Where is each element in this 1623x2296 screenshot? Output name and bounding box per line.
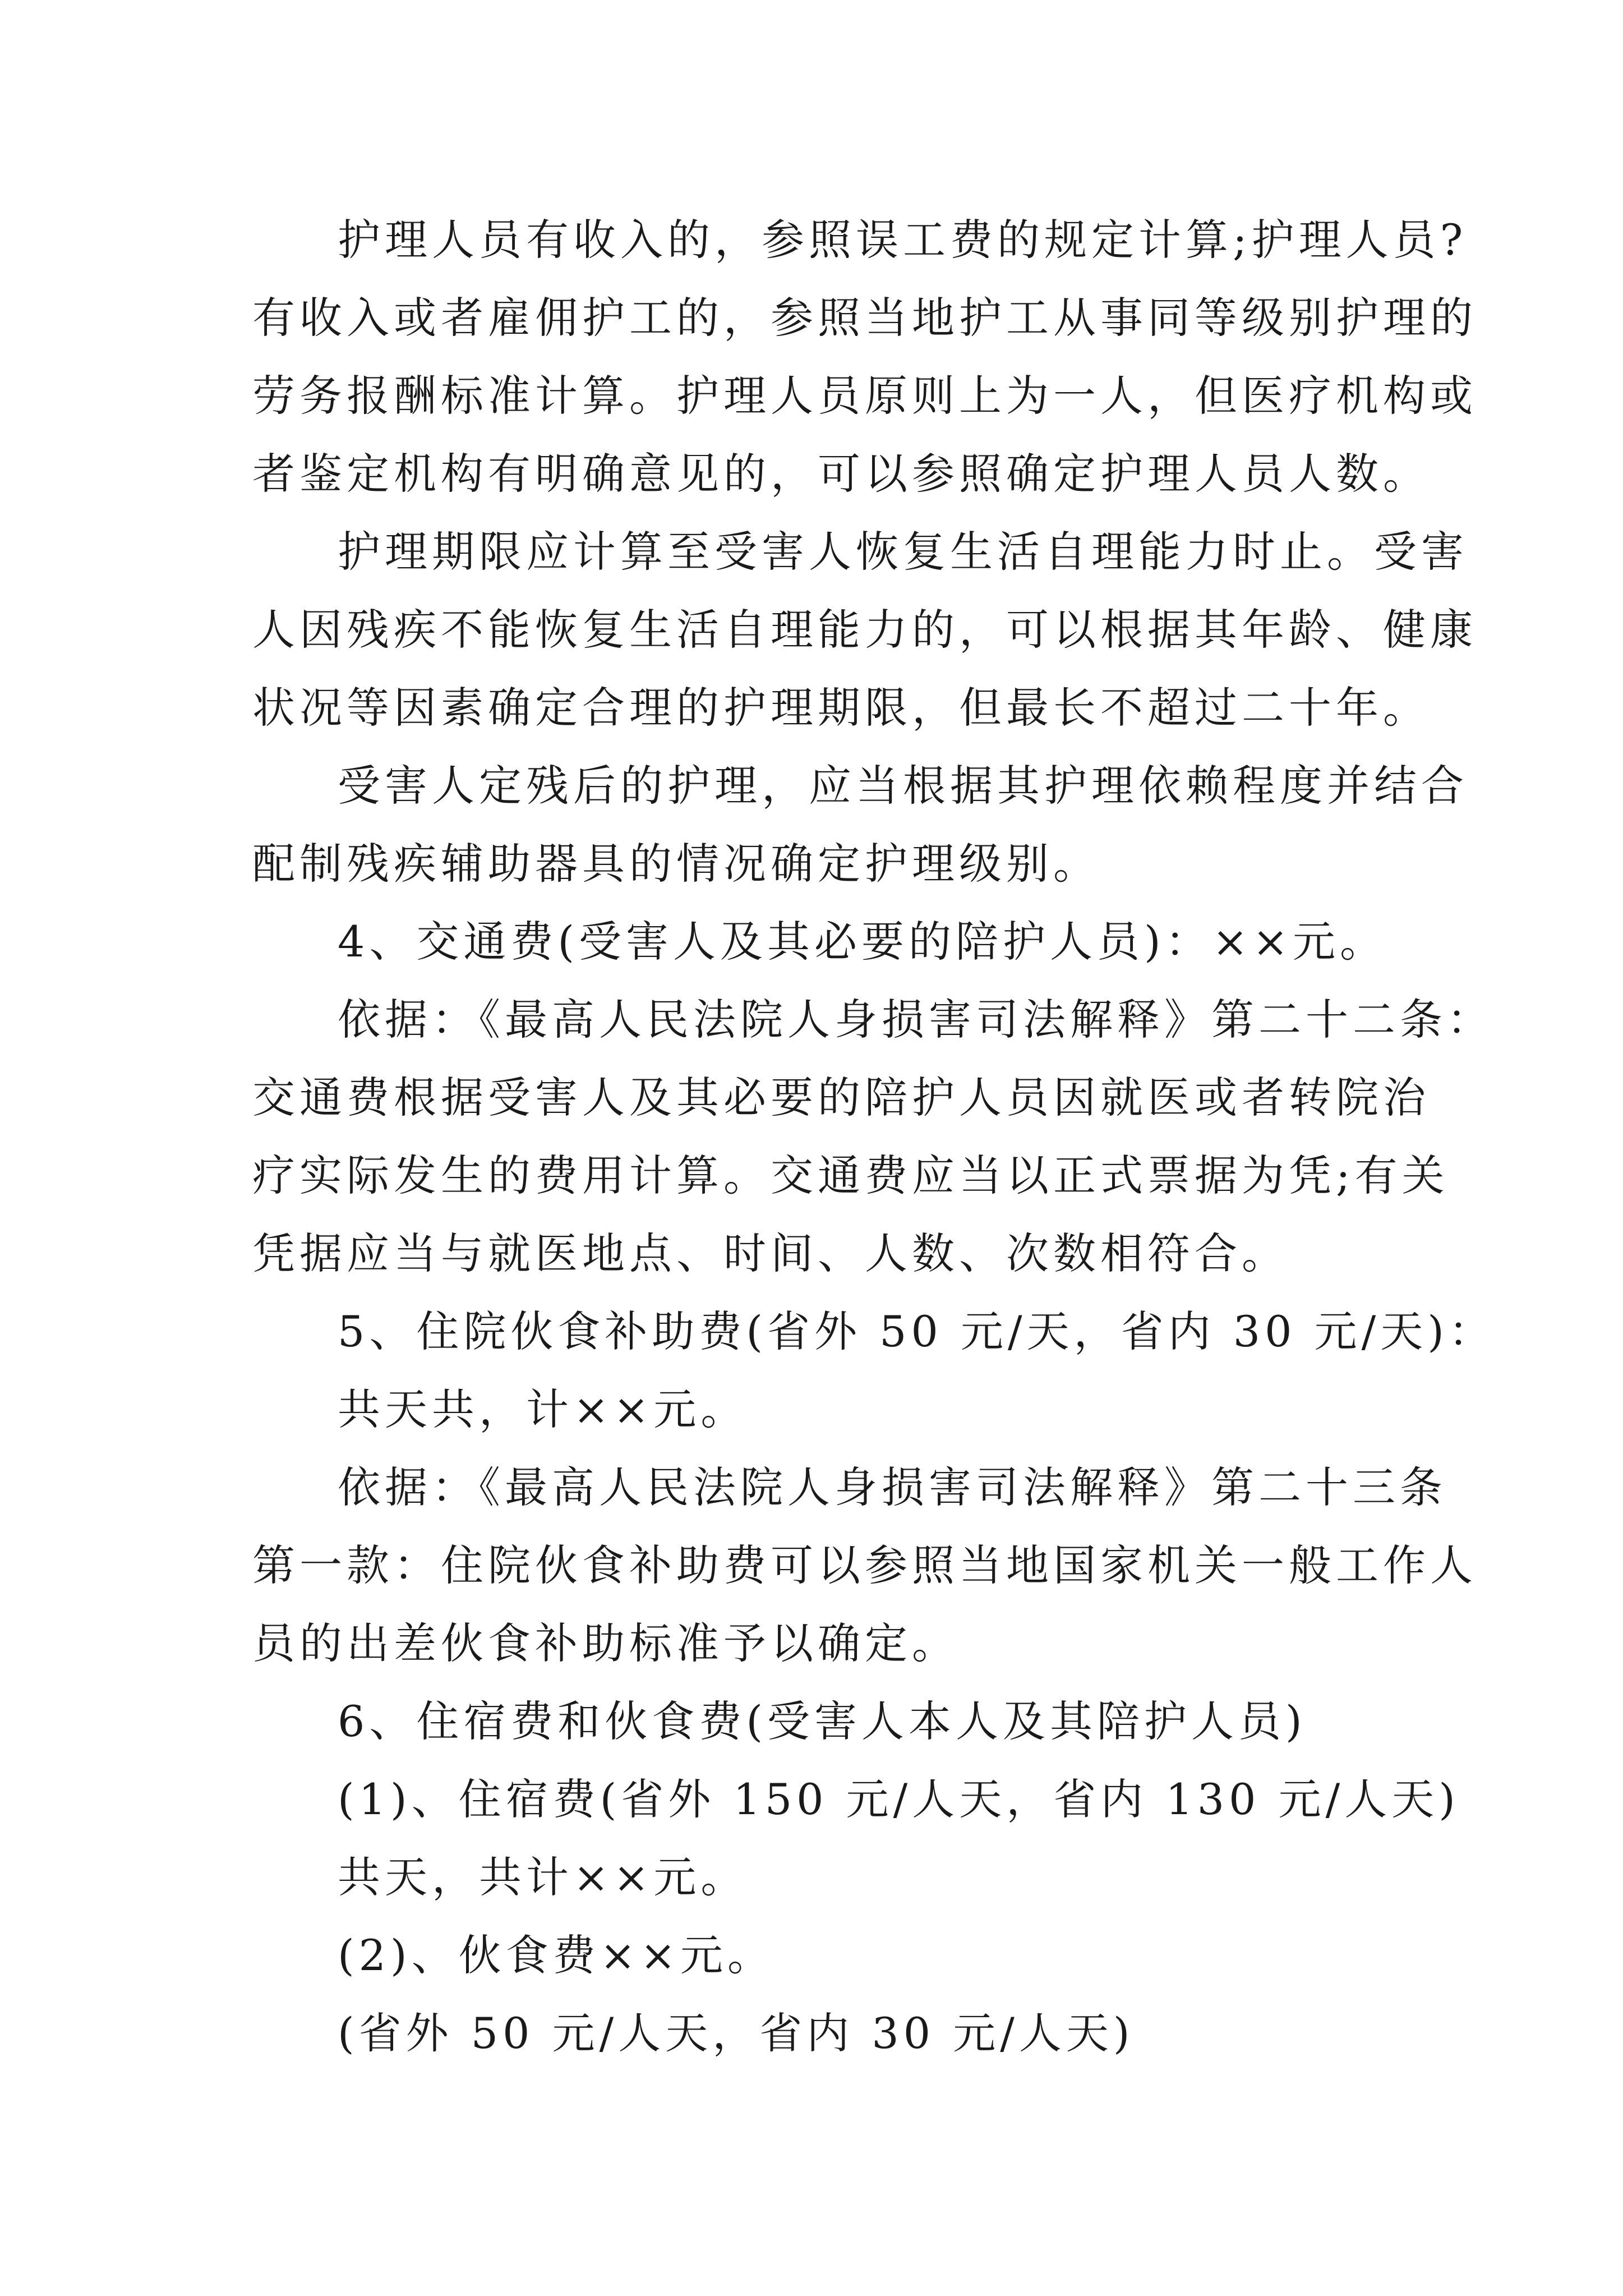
text-line: 有收入或者雇佣护工的，参照当地护工从事同等级别护理的 — [252, 293, 1477, 343]
text-line: 共天，共计××元。 — [338, 1852, 748, 1902]
document-body — [252, 201, 1496, 2072]
text-line: (省外 50 元/人天，省内 30 元/人天) — [338, 2008, 1135, 2058]
text-line: 交通费根据受害人及其必要的陪护人员因就医或者转院治 — [252, 1073, 1430, 1122]
text-line: 人因残疾不能恢复生活自理能力的，可以根据其年龄、健康 — [252, 605, 1477, 655]
text-line: 依据：《最高人民法院人身损害司法解释》第二十三条 — [338, 1462, 1447, 1512]
text-line: (1)、住宿费(省外 150 元/人天，省内 130 元/人天) — [338, 1774, 1460, 1824]
text-line: 第一款：住院伙食补助费可以参照当地国家机关一般工作人 — [252, 1540, 1477, 1590]
text-line: 受害人定残后的护理，应当根据其护理依赖程度并结合 — [338, 761, 1468, 811]
text-line: 员的出差伙食补助标准予以确定。 — [252, 1618, 959, 1668]
text-line: 共天共，计××元。 — [338, 1384, 748, 1434]
text-line: 护理人员有收入的，参照误工费的规定计算;护理人员? — [338, 215, 1468, 265]
text-line: 疗实际发生的费用计算。交通费应当以正式票据为凭;有关 — [252, 1151, 1449, 1200]
text-line: 依据：《最高人民法院人身损害司法解释》第二十二条： — [338, 995, 1494, 1045]
text-line: 者鉴定机构有明确意见的，可以参照确定护理人员人数。 — [252, 449, 1430, 499]
section-heading-lodging: 6、住宿费和伙食费(受害人本人及其陪护人员) — [338, 1696, 1307, 1746]
text-line: (2)、伙食费××元。 — [338, 1930, 775, 1980]
text-line: 凭据应当与就医地点、时间、人数、次数相符合。 — [252, 1228, 1289, 1278]
section-heading-meal-subsidy: 5、住院伙食补助费(省外 50 元/天，省内 30 元/天)： — [338, 1306, 1496, 1356]
text-line: 状况等因素确定合理的护理期限，但最长不超过二十年。 — [252, 683, 1430, 733]
text-line: 配制残疾辅助器具的情况确定护理级别。 — [252, 839, 1100, 889]
text-line: 劳务报酬标准计算。护理人员原则上为一人，但医疗机构或 — [252, 371, 1477, 421]
section-heading-transport: 4、交通费(受害人及其必要的陪护人员)：××元。 — [338, 917, 1387, 967]
text-line: 护理期限应计算至受害人恢复生活自理能力时止。受害 — [338, 527, 1468, 577]
